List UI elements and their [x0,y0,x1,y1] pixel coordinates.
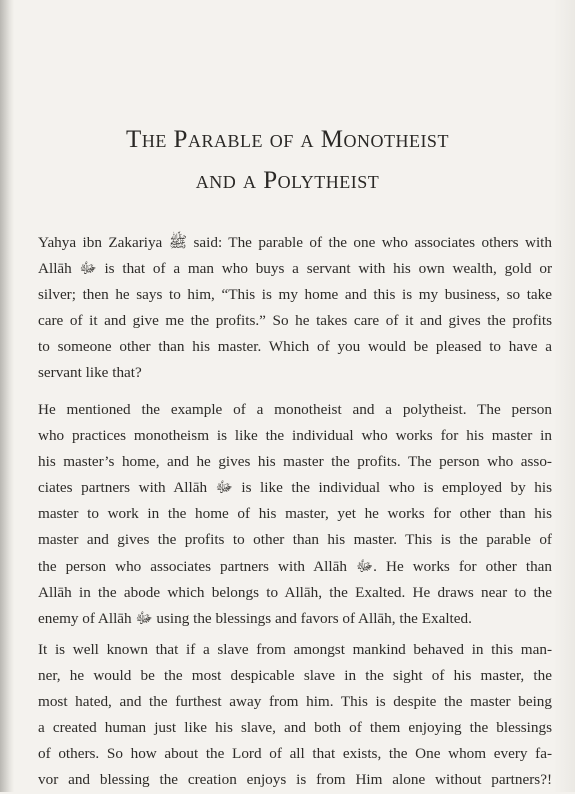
paragraph-line: his master’s home, and he gives his master the profits. The person who asso- [38,453,552,471]
paragraph-line: It is well known that if a slave from amongst mankind behaved in this man- [38,641,552,658]
paragraph-line: silver; then he says to him, “This is my home and this is my business, so take [38,286,552,304]
page-edge [553,0,575,792]
paragraph-line: vor and blessing the creation enjoys is from Him alone without partners?! [38,771,552,789]
paragraph-line: ner, he would be the most despicable slave in the sight of his master, the [38,667,552,685]
chapter-title-line-1: The Parable of a Monotheist [126,126,449,153]
paragraph-line: to someone other than his master. Which of you would be pleased to have a [38,338,552,356]
paragraph-line: Allāh ﷻ is that of a man who buys a servant with his own wealth, gold or [38,260,553,278]
paragraph-line: master to work in the home of his master, yet he works for other than his [38,505,552,523]
paragraph-line: most hated, and the furthest away from him. This is despite the master being [38,693,552,711]
paragraph-line: enemy of Allāh ﷻ using the blessings and favors of Allāh, the Exalted. [38,609,472,627]
paragraph-3 [38,637,552,794]
page-gutter-shadow [0,0,14,792]
chapter-title-line-2: and a Polytheist [195,167,380,194]
paragraph-2 [38,397,552,632]
paragraph-1 [38,230,552,387]
paragraph-line: ciates partners with Allāh ﷻ is like the individual who is employed by his [38,479,552,497]
paragraph-line: master and gives the profits to other than his master. This is the parable of [38,531,552,549]
paragraph-line: care of it and give me the profits.” So he takes care of it and gives the profits [38,312,552,330]
paragraph-line: who practices monotheism is like the individual who works for his master in [38,427,552,445]
paragraph-line: the person who associates partners with Allāh ﷻ. He works for other than [38,557,552,575]
paragraph-line: a created human just like his slave, and both of them enjoying the blessings [38,719,552,737]
paragraph-line: Yahya ibn Zakariya ﷺ said: The parable of the one who associates others with [38,234,552,251]
paragraph-line: of others. So how about the Lord of all that exists, the One whom every fa- [38,745,552,763]
paragraph-line: servant like that? [38,364,142,382]
paragraph-line: He mentioned the example of a monotheist and a polytheist. The person [38,401,552,418]
paragraph-line: Allāh in the abode which belongs to Allāh, the Exalted. He draws near to the [38,583,552,601]
